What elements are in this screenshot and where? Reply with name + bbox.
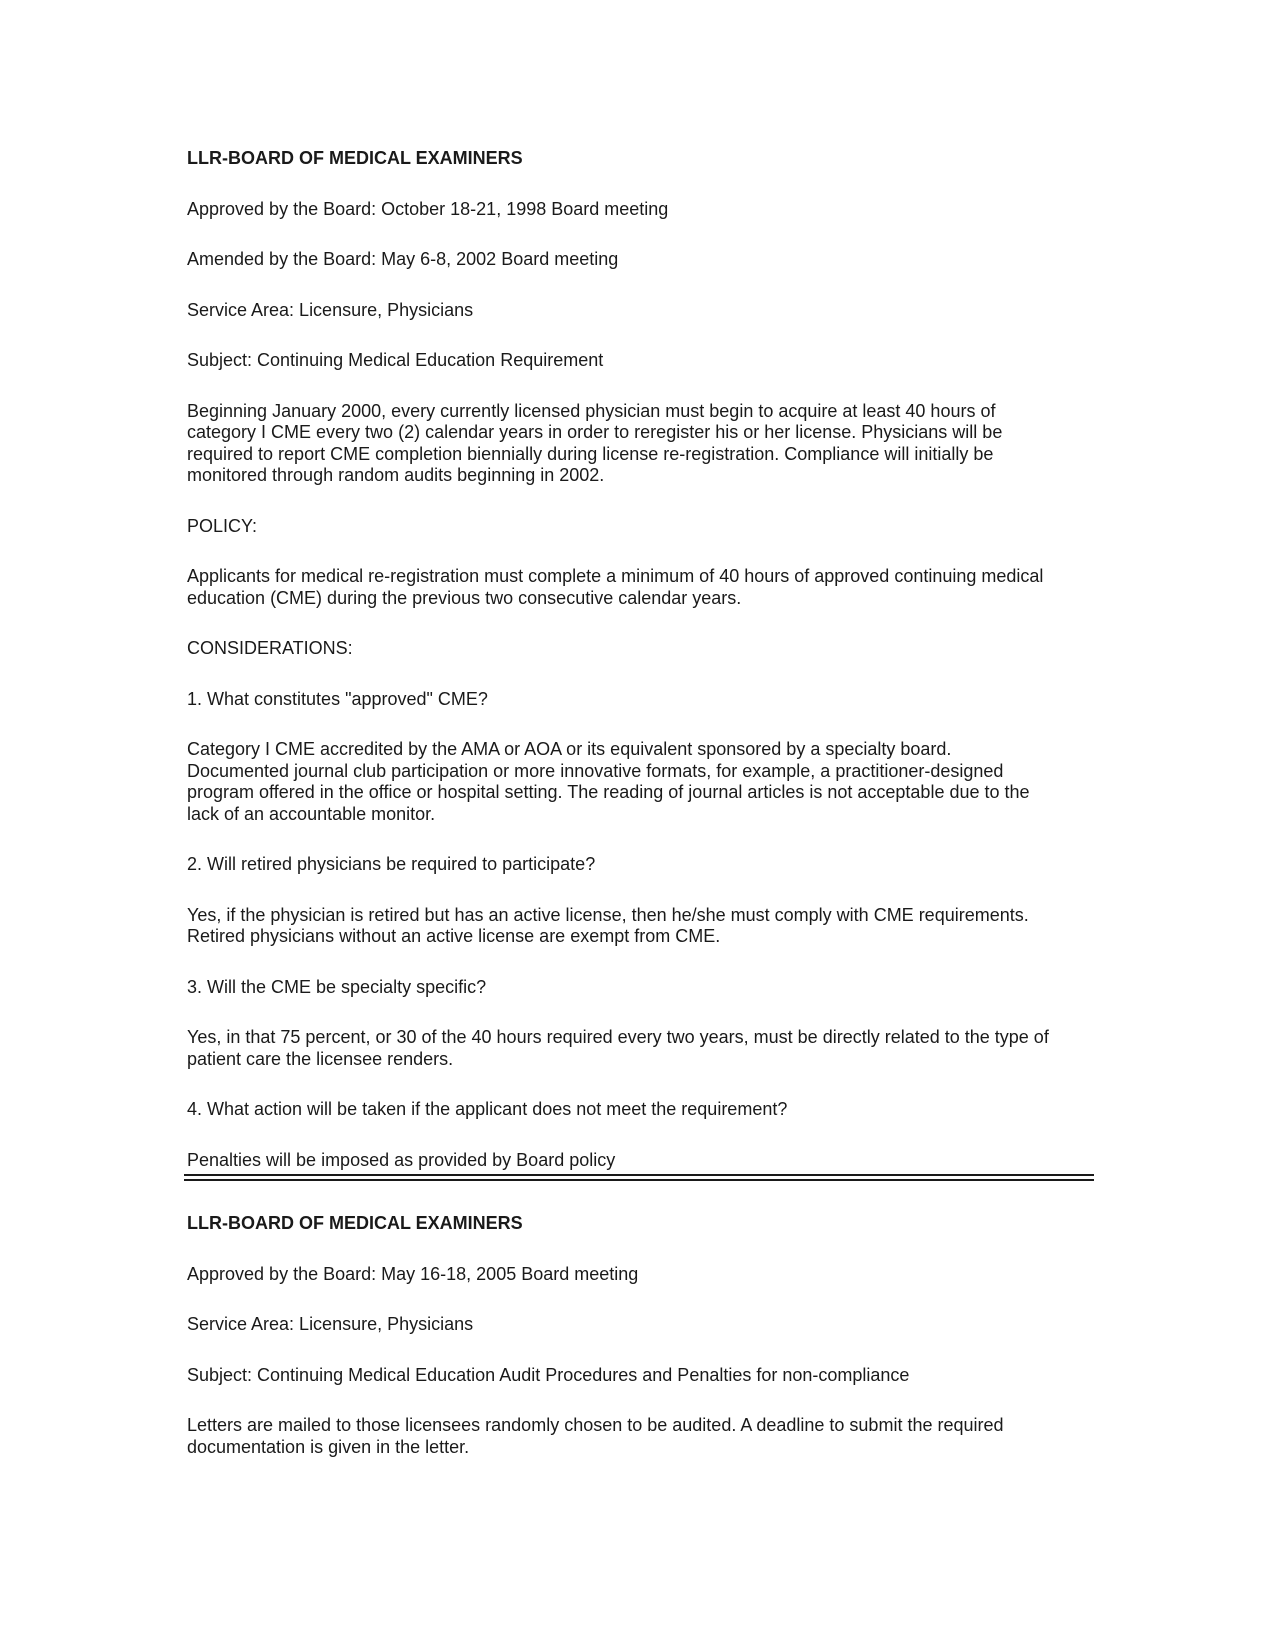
answer-2: [187, 905, 1092, 948]
section1-intro-paragraph: [187, 401, 1092, 487]
intro-line: Beginning January 2000, every currently licensed physician must begin to acquire at least 40 hours of: [187, 400, 996, 421]
section2-approved: Approved by the Board: May 16-18, 2005 Board meeting: [187, 1263, 639, 1284]
answer-line: Retired physicians without an active license are exempt from CME.: [187, 926, 721, 946]
question-3: 3. Will the CME be specialty specific?: [187, 976, 487, 997]
considerations-label: CONSIDERATIONS:: [187, 638, 353, 658]
answer-line: Yes, if the physician is retired but has an active license, then he/she must comply with CME requirements.: [187, 904, 1029, 925]
policy-text: [187, 566, 1092, 609]
section1-amended: Amended by the Board: May 6-8, 2002 Board meeting: [187, 249, 619, 269]
answer-line: Documented journal club participation or more innovative formats, for example, a practitioner-designed: [187, 760, 1004, 781]
section1-approved: Approved by the Board: October 18-21, 1998 Board meeting: [187, 198, 669, 219]
section1-service-area: Service Area: Licensure, Physicians: [187, 299, 474, 320]
policy-line: Applicants for medical re-registration must complete a minimum of 40 hours of approved continuing medical: [187, 566, 1044, 586]
question-4: 4. What action will be taken if the applicant does not meet the requirement?: [187, 1099, 788, 1119]
answer-line: Yes, in that 75 percent, or 30 of the 40 hours required every two years, must be directly related to the type of: [187, 1027, 1049, 1047]
question-2: 2. Will retired physicians be required to participate?: [187, 854, 596, 874]
section1-heading: LLR-BOARD OF MEDICAL EXAMINERS: [187, 148, 523, 168]
intro-line: category I CME every two (2) calendar years in order to reregister his or her license. Physicians will be: [187, 422, 1003, 442]
intro-line: required to report CME completion biennially during license re-registration. Compliance will initially be: [187, 443, 994, 464]
intro-line: monitored through random audits beginning in 2002.: [187, 465, 605, 485]
answer-line: program offered in the office or hospital setting. The reading of journal articles is not acceptable due to the: [187, 782, 1030, 802]
answer-line: Category I CME accredited by the AMA or AOA or its equivalent sponsored by a specialty board.: [187, 739, 952, 759]
policy-label: POLICY:: [187, 515, 258, 536]
answer-line: patient care the licensee renders.: [187, 1048, 454, 1069]
question-1: 1. What constitutes "approved" CME?: [187, 688, 488, 709]
document-page: [187, 148, 1092, 1458]
section2-service-area: Service Area: Licensure, Physicians: [187, 1314, 474, 1334]
answer-line: lack of an accountable monitor.: [187, 803, 436, 824]
letters-line: documentation is given in the letter.: [187, 1436, 470, 1457]
policy-line: education (CME) during the previous two consecutive calendar years.: [187, 587, 742, 608]
section1-subject: Subject: Continuing Medical Education Requirement: [187, 350, 604, 370]
section2-heading: LLR-BOARD OF MEDICAL EXAMINERS: [187, 1213, 523, 1233]
section-divider: [184, 1174, 1094, 1181]
answer-3: [187, 1027, 1092, 1070]
letters-line: Letters are mailed to those licensees randomly chosen to be audited. A deadline to submit the required: [187, 1415, 1004, 1435]
section2-subject: Subject: Continuing Medical Education Audit Procedures and Penalties for non-compliance: [187, 1364, 910, 1385]
answer-1: [187, 739, 1092, 825]
section2-letters-paragraph: [187, 1415, 1092, 1458]
answer-4: Penalties will be imposed as provided by Board policy: [187, 1149, 616, 1170]
